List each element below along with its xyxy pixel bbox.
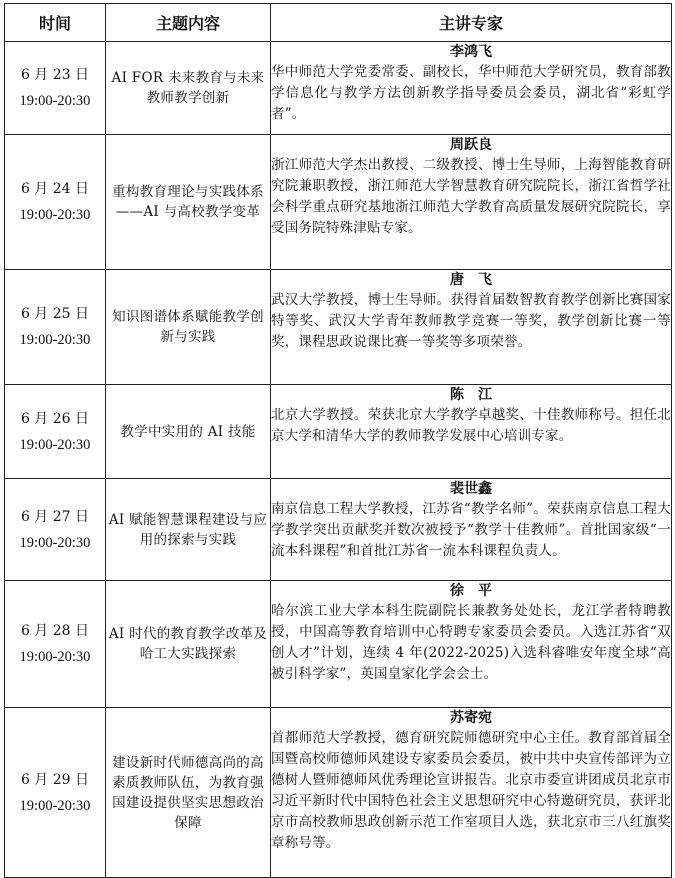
hours: 19:00-20:30 xyxy=(19,93,91,109)
header-row xyxy=(5,4,672,42)
expert-name: 苏寄宛 xyxy=(450,710,492,726)
expert-bio: 北京大学教授。荣获北京大学教学卓越奖、十佳教师称号。担任北京大学和清华大学的教师教学发展中心培训专家。 xyxy=(271,407,671,444)
hours: 19:00-20:30 xyxy=(19,207,91,223)
expert-cell xyxy=(271,42,672,135)
date: 6 月 24 日 xyxy=(20,181,90,197)
expert-cell xyxy=(271,581,672,708)
expert-name: 唐 飞 xyxy=(450,272,492,288)
header-expert: 主讲专家 xyxy=(271,4,672,42)
table-row xyxy=(5,135,672,270)
expert-bio: 武汉大学教授，博士生导师。获得首届数智教育教学创新比赛国家特等奖、武汉大学青年教师教学竞赛一等奖，教学创新比赛一等奖，课程思政说课比赛一等奖等多项荣誉。 xyxy=(271,292,671,350)
topic-cell: 教学中实用的 AI 技能 xyxy=(106,385,271,479)
time-cell xyxy=(5,385,106,479)
table-row xyxy=(5,270,672,385)
expert-bio: 华中师范大学党委常委、副校长，华中师范大学研究员，教育部教学信息化与教学方法创新教学指导委员会委员，湖北省“彩虹学者”。 xyxy=(271,64,671,122)
topic-cell: 建设新时代师德高尚的高素质教师队伍，为教育强国建设提供坚实思想政治保障 xyxy=(106,708,271,878)
topic-cell: AI 时代的教育教学改革及哈工大实践探索 xyxy=(106,581,271,708)
expert-cell xyxy=(271,385,672,479)
time-cell xyxy=(5,42,106,135)
expert-bio: 南京信息工程大学教授，江苏省“教学名师”。荣获南京信息工程大学教学突出贡献奖并数次被授予“教学十佳教师”。首批国家级“一流本科课程”和首批江苏省一流本科课程负责人。 xyxy=(271,501,671,559)
expert-cell xyxy=(271,708,672,878)
topic-cell: AI FOR 未来教育与未来教师教学创新 xyxy=(106,42,271,135)
hours: 19:00-20:30 xyxy=(19,649,91,665)
time-cell xyxy=(5,479,106,581)
time-cell xyxy=(5,270,106,385)
expert-cell xyxy=(271,135,672,270)
expert-name: 陈 江 xyxy=(450,387,492,403)
date: 6 月 23 日 xyxy=(20,67,90,83)
header-topic: 主题内容 xyxy=(106,4,271,42)
hours: 19:00-20:30 xyxy=(19,436,91,453)
expert-name: 裴世鑫 xyxy=(450,481,492,497)
expert-cell xyxy=(271,479,672,581)
table-row xyxy=(5,479,672,581)
topic-cell: 知识图谱体系赋能教学创新与实践 xyxy=(106,270,271,385)
hours: 19:00-20:30 xyxy=(19,332,91,348)
expert-bio: 首都师范大学教授，德育研究院师德研究中心主任。教育部首届全国暨高校师德师风建设专家委员会委员，被中共中央宣传部评为立德树人暨师德师风优秀理论宣讲报告。北京市委宣讲团成员北京市习近平新时代中国特色社会主义思想研究中心特邀研究员，获评北京市高校教师思政创新示范工作室项目人选，获北京市三八红旗奖章称号等。 xyxy=(271,730,671,851)
time-cell xyxy=(5,708,106,878)
date: 6 月 28 日 xyxy=(20,623,90,639)
hours: 19:00-20:30 xyxy=(19,797,91,814)
table-row xyxy=(5,581,672,708)
header-time: 时间 xyxy=(5,4,106,42)
date: 6 月 27 日 xyxy=(20,508,90,525)
expert-bio: 浙江师范大学杰出教授、二级教授、博士生导师，上海智能教育研究院兼职教授，浙江师范大学智慧教育研究院院长，浙江省哲学社会科学重点研究基地浙江师范大学教育高质量发展研究院院长，享受国务院特殊津贴专家。 xyxy=(271,157,671,236)
expert-name: 李鸿飞 xyxy=(450,44,492,60)
hours: 19:00-20:30 xyxy=(19,534,91,551)
expert-name: 周跃良 xyxy=(450,137,492,153)
time-cell xyxy=(5,581,106,708)
table-row xyxy=(5,42,672,135)
schedule-table xyxy=(4,3,672,878)
expert-name: 徐 平 xyxy=(450,583,492,599)
topic-cell: AI 赋能智慧课程建设与应用的探索与实践 xyxy=(106,479,271,581)
table-row xyxy=(5,708,672,878)
table-row xyxy=(5,385,672,479)
expert-cell xyxy=(271,270,672,385)
time-cell xyxy=(5,135,106,270)
date: 6 月 25 日 xyxy=(20,306,90,322)
topic-cell: 重构教育理论与实践体系——AI 与高校教学变革 xyxy=(106,135,271,270)
expert-bio: 哈尔滨工业大学本科生院副院长兼教务处处长，龙江学者特聘教授，中国高等教育培训中心特聘专家委员会委员。入选江苏省“双创人才”计划，连续 4 年(2022-2025)入选科睿唯安年度全球“高被引科学家”，英国皇家化学会会士。 xyxy=(271,603,671,682)
date: 6 月 29 日 xyxy=(20,771,90,788)
date: 6 月 26 日 xyxy=(20,410,90,427)
